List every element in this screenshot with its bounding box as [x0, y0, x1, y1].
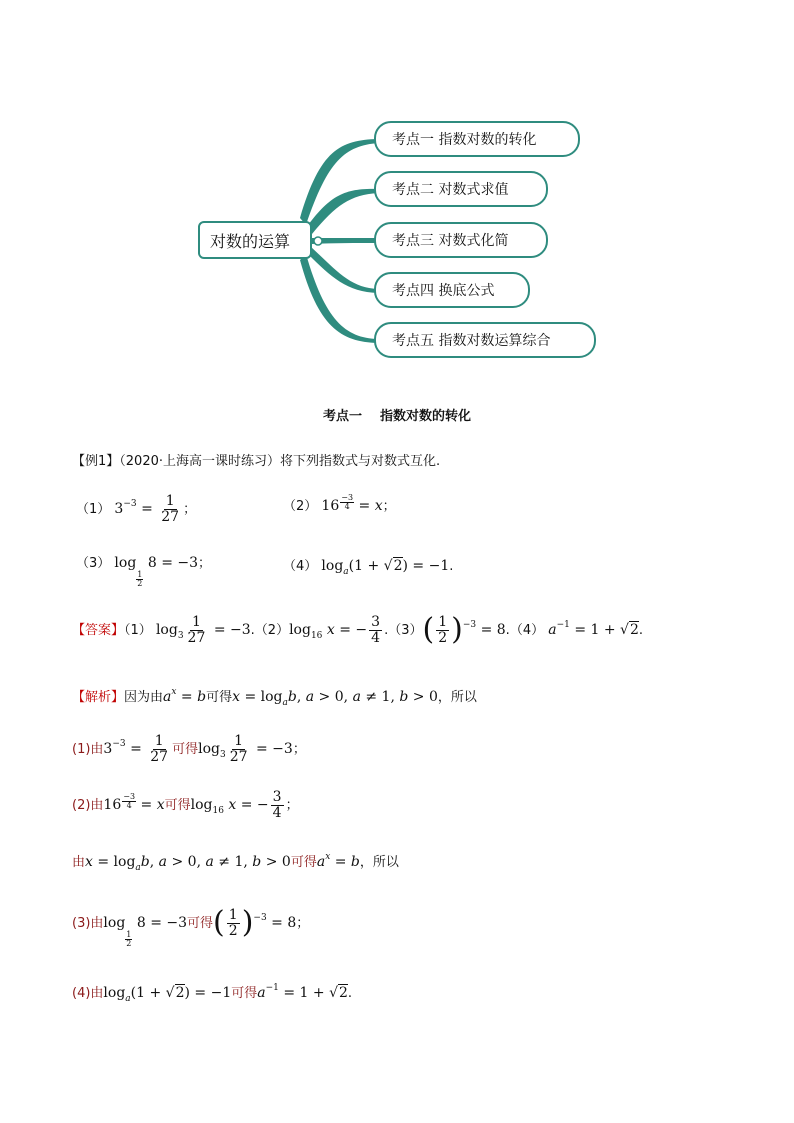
- math-expression: $\log_{16} x$ = − $\frac{3}{4}$: [289, 614, 381, 646]
- math-expression: $x = \log_ab$, a > 0, a ≠ 1, b > 0: [85, 854, 291, 873]
- analysis-line-3: (3)由log $\frac{1}{2}$ 8 = −3可得( $\frac{1}{2}$ )$^{-3}$ = 8；: [72, 905, 310, 949]
- example-source: （2020·上海高一课时练习）: [119, 454, 280, 469]
- example-item-1: （1） $3^{-3}$ = $\frac{1}{27}$ ；: [76, 493, 197, 525]
- central-node-dot: [314, 237, 322, 245]
- analysis-line-2: (2)由16 $\frac{-3}{4}$ = x可得$\log_{16} x$ = − $\frac{3}{4}$ ；: [72, 789, 299, 821]
- mindmap-central-node: 对数的运算: [198, 221, 312, 259]
- math-expression: $\log_3$ $\frac{1}{27}$ = −3: [155, 614, 251, 646]
- math-expression: 16 $\frac{-3}{4}$ = x: [103, 792, 165, 814]
- branch-connector-5: [300, 254, 378, 343]
- math-expression: $a^x = b$: [316, 852, 360, 870]
- math-expression: $\log_{16} x$ = − $\frac{3}{4}$: [190, 789, 282, 821]
- mindmap-branch-1: 考点一 指数对数的转化: [374, 121, 580, 157]
- answer-line: 【答案】（1） $\log_3$ $\frac{1}{27}$ = $-3.(2)\log_{16}$ x = − $\frac{3}{4}$ .（3）( $\frac{1}{2}$ )$^{-3}$ = 8.（4） $a^{-1} = 1 + √2$.: [72, 612, 644, 648]
- answer-label: 【答案】: [72, 623, 125, 639]
- math-expression: 16 $\frac{-3}{4}$ = x: [321, 493, 383, 514]
- example-label: 【例1】: [72, 454, 120, 469]
- analysis-line-4: (4)由$\log_a(1 + √2) = -1$可得$a^{-1} = 1 + √2$.: [72, 983, 353, 1004]
- math-expression: ( $\frac{1}{2}$ )$^{-3}$ = 8: [213, 905, 297, 941]
- math-expression: $a^x = b$: [163, 687, 207, 705]
- math-expression: $a^{-1} = 1 + √2$: [548, 620, 639, 639]
- mindmap-branch-3: 考点三 对数式化简: [374, 222, 548, 258]
- mindmap-branch-5: 考点五 指数对数运算综合: [374, 322, 596, 358]
- analysis-label: 【解析】: [72, 690, 125, 705]
- math-expression: $x = \log_ab$, a > 0, a ≠ 1, b > 0: [232, 689, 438, 708]
- example-item-2: （2） 16 $\frac{-3}{4}$ = x；: [283, 493, 396, 514]
- mindmap-branch-4: 考点四 换底公式: [374, 272, 530, 308]
- example-header: [72, 450, 440, 469]
- section-label: 考点一: [322, 409, 362, 424]
- math-expression: $\log_a(1 + √2) = -1$: [103, 985, 232, 1004]
- math-expression: ( $\frac{1}{2}$ )$^{-3}$ = 8: [422, 612, 506, 648]
- mindmap-branch-2: 考点二 对数式求值: [374, 171, 548, 207]
- example-item-4: （4） $\log_a(1 + √2) = -1$.: [283, 558, 454, 577]
- math-expression: log $\frac{1}{2}$ 8 = −3: [103, 915, 188, 949]
- branch-connector-1: [300, 139, 378, 225]
- math-expression: $\log_a(1 + √2) = -1$: [321, 558, 450, 577]
- math-expression: log $\frac{1}{2}$ 8 = −3: [114, 555, 199, 588]
- example-prompt: 将下列指数式与对数式互化.: [280, 454, 441, 469]
- analysis-bridge: 由$x = \log_ab$, a > 0, a ≠ 1, b > 0可得$a^x = b$，所以: [72, 852, 399, 873]
- analysis-line-1: (1)由$3^{-3}$ = $\frac{1}{27}$ 可得$\log_3$ $\frac{1}{27}$ = −3；: [72, 733, 306, 765]
- section-title: 指数对数的转化: [380, 409, 472, 424]
- example-item-3: （3） log $\frac{1}{2}$ 8 = −3；: [76, 555, 212, 588]
- analysis-intro: 【解析】因为由$a^x = b$可得$x = \log_ab$, a > 0, a ≠ 1, b > 0，所以: [72, 687, 477, 708]
- math-expression: $a^{-1} = 1 + √2$: [257, 983, 348, 1001]
- branch-connector-4: [306, 246, 378, 293]
- math-expression: $\log_3$ $\frac{1}{27}$ = −3: [198, 733, 293, 765]
- math-expression: $3^{-3}$ = $\frac{1}{27}$: [114, 493, 180, 525]
- math-expression: $3^{-3}$ = $\frac{1}{27}$: [103, 733, 169, 765]
- section-heading: [0, 405, 794, 424]
